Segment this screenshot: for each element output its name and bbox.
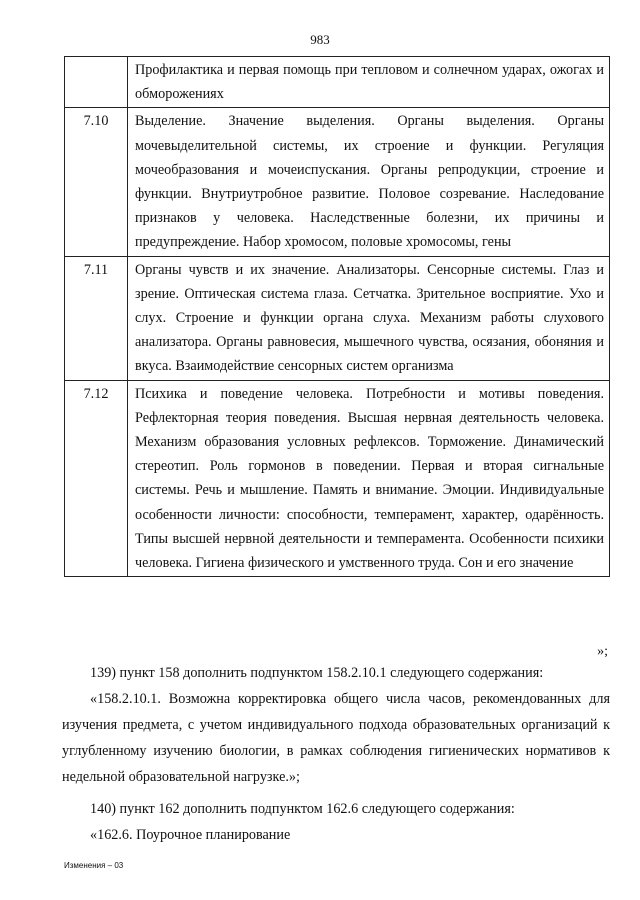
table-row: [65, 256, 610, 380]
page-number: 983: [310, 32, 330, 47]
row-text: Выделение. Значение выделения. Органы выделения. Органы мочевыделительной системы, их строение и функции. Регуляция мочеобразования и мочеиспускания. Органы репродукции, строение и функции. Внутриутробное развитие. Половое созревание. Наследование признаков у человека. Наследственные болезни, их причины и предупреждение. Набор хромосом, половые хромосомы, гены: [128, 108, 610, 256]
content-table: [64, 56, 610, 577]
row-text: Органы чувств и их значение. Анализаторы. Сенсорные системы. Глаз и зрение. Оптическая система глаза. Сетчатка. Зрительное восприятие. Ухо и слух. Строение и функции органа слуха. Механизм работы слухового анализатора. Органы равновесия, мышечного чувства, осязания, обоняния и вкуса. Взаимодействие сенсорных систем организма: [128, 256, 610, 380]
paragraph-140: 140) пункт 162 дополнить подпунктом 162.6 следующего содержания:: [90, 801, 515, 817]
paragraph-139: 139) пункт 158 дополнить подпунктом 158.2.10.1 следующего содержания:: [90, 665, 544, 681]
row-number: 7.12: [65, 380, 128, 577]
footer-note: Изменения – 03: [64, 861, 124, 870]
table-row: [65, 380, 610, 577]
table-row: [65, 57, 610, 108]
row-text: Профилактика и первая помощь при тепловом и солнечном ударах, ожогах и обморожениях: [128, 57, 610, 108]
closing-quote-mark: »;: [597, 644, 608, 659]
row-text: Психика и поведение человека. Потребности и мотивы поведения. Рефлекторная теория поведения. Высшая нервная деятельность человека. Механизм образования условных рефлексов. Торможение. Динамический стереотип. Роль гормонов в поведении. Первая и вторая сигнальные системы. Речь и мышление. Память и внимание. Эмоции. Индивидуальные особенности личности: способности, темперамент, характер, одарённость. Типы высшей нервной деятельности и темперамента. Особенности психики человека. Гигиена физического и умственного труда. Сон и его значение: [128, 380, 610, 577]
paragraph-162-6: «162.6. Поурочное планирование: [90, 827, 291, 843]
amendment-text: [62, 660, 610, 848]
table-row: [65, 108, 610, 256]
row-number: 7.11: [65, 256, 128, 380]
row-number: [65, 57, 128, 108]
paragraph-158-2-10-1: «158.2.10.1. Возможна корректировка общего числа часов, рекомендованных для изучения предмета, с учетом индивидуального подхода образовательных организаций к углубленному изучению биологии, в рамках соблюдения гигиенических нормативов к недельной образовательной нагрузке.»;: [62, 691, 610, 785]
row-number: 7.10: [65, 108, 128, 256]
